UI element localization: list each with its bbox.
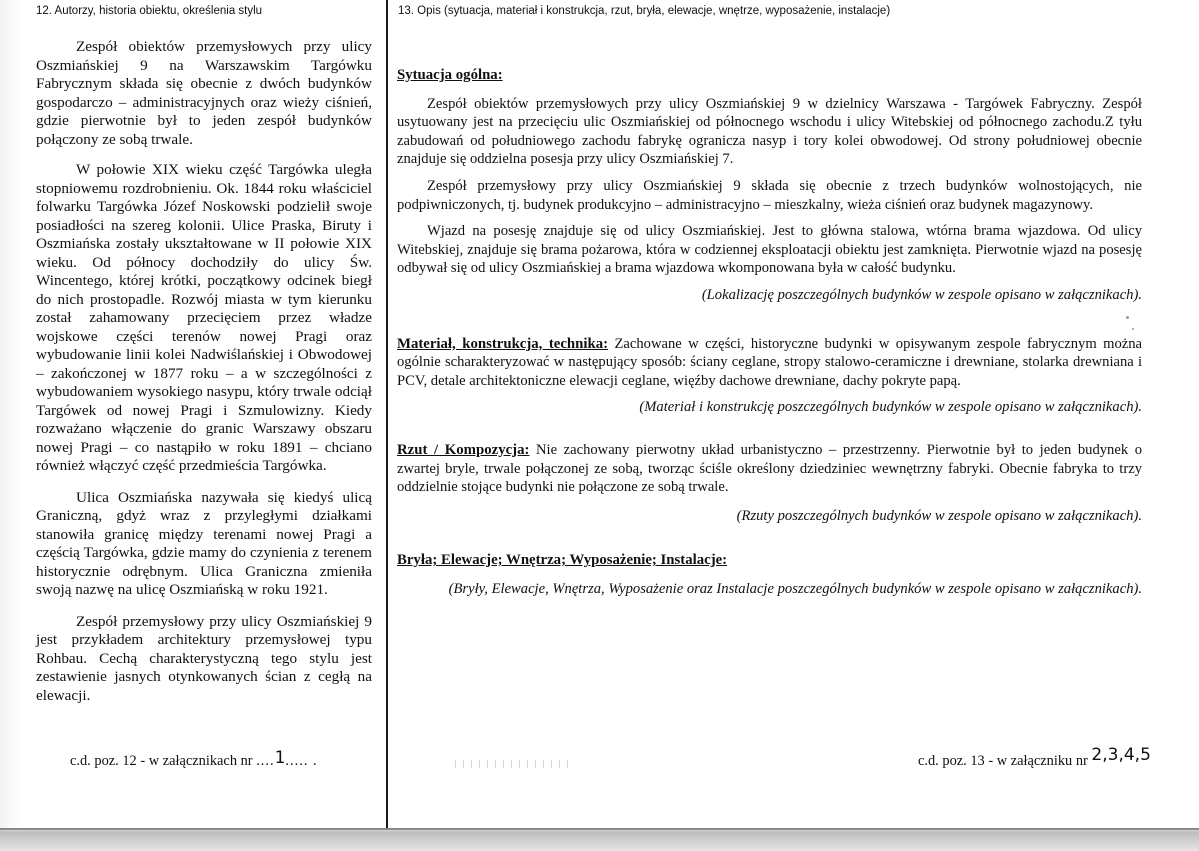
scan-edge-bottom: [0, 830, 1199, 851]
material-section: [397, 335, 1142, 417]
scan-speck: [1132, 328, 1134, 330]
body-section: [397, 551, 1142, 598]
column-divider: [386, 0, 388, 828]
right-column-header: [398, 0, 1178, 26]
plan-heading: Rzut / Kompozycja:: [397, 441, 530, 458]
plan-paragraph: [397, 441, 1142, 497]
material-text: Zachowane w części, historyczne budynki w opisywanym zespole fabrycznym można ogólnie scharakteryzować w następujący sposób: ściany ceglane, stropy stalowo-ceramiczne i drewniane, stolarka drewniana i PCV, detale architektoniczne elewacji ceglane, więźby dachowe drewniane, dachy pokryte papą.: [397, 335, 1142, 389]
history-paragraph-4: Zespół przemysłowy przy ulicy Oszmiańskiej 9 jest przykładem architektury przemysłowej typu Rohbau. Cechą charakterystyczną tego stylu jest zestawienie jasnych otynkowanych ścian z cegłą na elewacji.: [36, 612, 372, 704]
footer-left: [70, 750, 318, 770]
situation-note: (Lokalizację poszczególnych budynków w zespole opisano w załącznikach).: [701, 286, 1142, 303]
body-heading: Bryła; Elewacje; Wnętrza; Wyposażenie; Instalacje:: [397, 552, 728, 569]
left-column-header: [36, 0, 376, 26]
scan-edge-left: [0, 0, 22, 851]
situation-paragraph-2: Zespół przemysłowy przy ulicy Oszmiańskiej 9 składa się obecnie z trzech budynków wolnostojących, nie podpiwniczonych, tj. budynek produkcyjno – administracyjno – mieszkalny, wieża ciśnień oraz budynek magazynowy.: [397, 177, 1142, 213]
scan-smudge: [455, 760, 575, 768]
description-column: [397, 66, 1142, 598]
left-header-text: 12. Autorzy, historia obiektu, określenia stylu: [36, 5, 263, 17]
history-paragraph-3: Ulica Oszmiańska nazywała się kiedyś ulicą Graniczną, gdyż wraz z przyległymi działkami stanowiła granicę między terenami nowej Pragi a częścią Targówka, gdzie mamy do czynienia z terenem historycznie odrębnym. Ulica Graniczna zmieniła swoją nazwę na ulicę Oszmiańską w roku 1921.: [36, 488, 372, 598]
history-paragraph-2: W połowie XIX wieku część Targówka uległa stopniowemu rozdrobnieniu. Ok. 1844 roku właściciel folwarku Targówka Józef Noskowski podzielił swoje posiadłości na szereg kolonii. Ulice Praska, Biruty i Oszmiańska zostały ukształtowane w II połowie XIX wieku. Od północy dochodziły do ulicy Św. Wincentego, której krótki, początkowy odcinek biegł do nich prostopadle. Rozwój miasta w tym kierunku został zahamowany przecięciem przez władze wojskowe części terenów nowej Pragi oraz wybudowanie linii kolei Nadwiślańskiej i Obwodowej – zakończonej w 1877 roku – a w szczególności z wybudowaniem wysokiego nasypu, który trwale odciął Targówek od nowej Pragi i Szmulowizny. Kiedy rozważano włączenie do granic Warszawy obszaru nowej Pragi – co nastąpiło w roku 1891 – chciano również włączyć część przedmieścia Targówka.: [36, 161, 372, 474]
situation-heading: Sytuacja ogólna:: [397, 67, 503, 83]
footer-left-dots-a: ....: [256, 753, 275, 769]
material-note: (Materiał i konstrukcję poszczególnych budynków w zespole opisano w załącznikach).: [639, 399, 1142, 416]
footer-right-text: c.d. poz. 13 - w załączniku nr: [918, 753, 1092, 769]
history-column: [36, 38, 372, 718]
footer-left-dots-b: ..... .: [285, 753, 318, 769]
situation-paragraph-3: Wjazd na posesję znajduje się od ulicy Oszmiańskiej. Jest to główna stalowa, wtórna brama wjazdowa. Od ulicy Witebskiej, znajduje się brama pożarowa, która w codziennej eksploatacji obiektu jest zamknięta. Pierwotnie wjazd na posesję odbywał się od ulicy Oszmiańskiej a brama wjazdowa wkomponowana była w całość budynku.: [397, 223, 1142, 277]
plan-text: Nie zachowany pierwotny układ urbanistyczno – przestrzenny. Pierwotnie był to jeden budynek o zwartej bryle, trwale połączonej ze sobą, tworząc ściśle określony dziedziniec wewnętrzny fabryki. Obecnie fabryka to trzy oddzielnie stojące budynki nie połączone ze sobą trwale.: [397, 441, 1142, 496]
right-header-text: 13. Opis (sytuacja, materiał i konstrukcja, rzut, bryła, elewacje, wnętrze, wyposażenie, instalacje): [398, 5, 891, 17]
history-paragraph-1: Zespół obiektów przemysłowych przy ulicy Oszmiańskiej 9 na Warszawskim Targówku Fabrycznym składa się obecnie z dwóch budynków gospodarczo – administracyjnych oraz wieży ciśnień, gdzie pierwotnie był to jeden zespół budynków połączony ze sobą trwale.: [36, 38, 372, 148]
plan-note: (Rzuty poszczególnych budynków w zespole opisano w załącznikach).: [736, 507, 1142, 524]
plan-section: [397, 441, 1142, 525]
footer-left-text: c.d. poz. 12 - w załącznikach nr: [70, 753, 257, 769]
material-heading: Materiał, konstrukcja, technika:: [397, 335, 609, 352]
material-paragraph: [397, 335, 1142, 391]
footer-right-handwritten: 2,3,4,5: [1091, 745, 1151, 765]
footer-left-handwritten: 1: [274, 748, 286, 768]
situation-paragraph-1: Zespół obiektów przemysłowych przy ulicy Oszmiańskiej 9 w dzielnicy Warszawa - Targówek Fabryczny. Zespół usytuowany jest na przecięciu ulic Oszmiańskiej od północnego wschodu i ulicy Witebskiej od północnego zachodu.Z tyłu zabudowań od południowego zachodu fabrykę ogranicza nasyp i tory kolei obwodowej. Od strony południowej obecnie znajduje się oddzielna posesja przy ulicy Oszmiańskiej 7.: [397, 95, 1142, 168]
body-note: (Bryły, Elewacje, Wnętrza, Wyposażenie oraz Instalacje poszczególnych budynków w zespole opisano w załącznikach).: [448, 580, 1142, 597]
situation-section: [397, 66, 1142, 305]
scan-speck: [1126, 316, 1129, 319]
footer-right: [918, 745, 1151, 770]
